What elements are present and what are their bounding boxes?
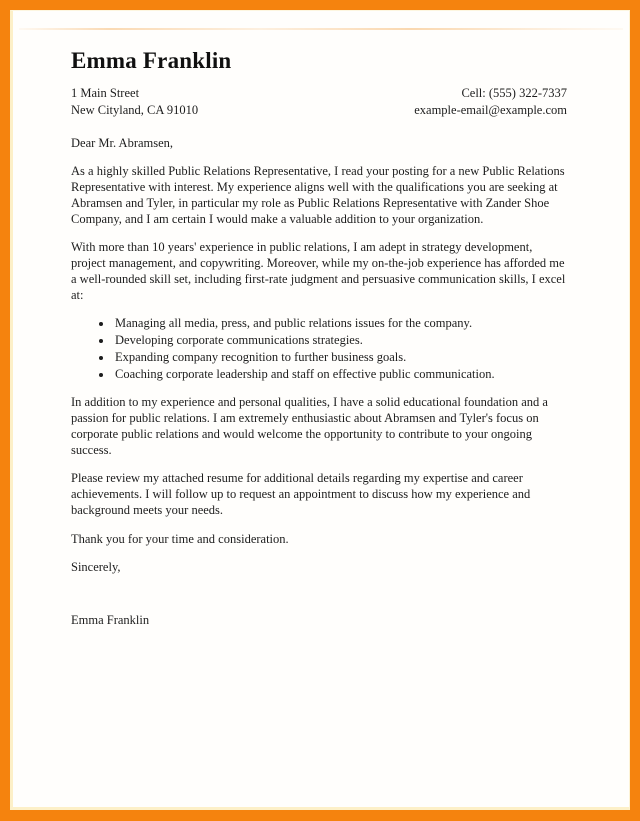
address-line-2: New Cityland, CA 91010 (71, 102, 199, 117)
phone-line: Cell: (555) 322-7337 (461, 85, 567, 100)
letter-header (71, 85, 567, 119)
bullet-item: • Managing all media, press, and public relations issues for the company. (113, 316, 567, 332)
bullet-item: • Expanding company recognition to further business goals. (113, 350, 567, 366)
paragraph-resume: Please review my attached resume for additional details regarding my expertise and career achievements. I will follow up to request an appointment to discuss how my experience and background meets your needs. (71, 471, 531, 517)
bullet-item: • Developing corporate communications strategies. (113, 333, 567, 349)
paragraph-education: In addition to my experience and personal qualities, I have a solid educational foundation and a passion for public relations. I am extremely enthusiastic about Abramsen and Tyler's focus on corporate public relations and would welcome the opportunity to contribute to your ongoing success. (71, 395, 548, 457)
sender-name-heading: Emma Franklin (71, 48, 232, 73)
salutation: Dear Mr. Abramsen, (71, 135, 174, 150)
skills-bullet-list (71, 316, 567, 382)
paragraph-thanks: Thank you for your time and consideration. (71, 531, 289, 546)
paragraph-intro: As a highly skilled Public Relations Representative, I read your posting for a new Public Relations Representative with interest. My experience aligns well with the qualifications you are seeking at Abramsen and Tyler, in particular my role as Public Relations Representative with Zander Shoe Company, and I am certain I would make a valuable addition to your organization. (71, 164, 565, 226)
letter-content (13, 11, 629, 629)
email-line: example-email@example.com (414, 102, 567, 117)
sender-address-block (71, 85, 198, 119)
scan-artifact-line (19, 28, 623, 30)
address-line-1: 1 Main Street (71, 85, 140, 100)
bullet-item: • Coaching corporate leadership and staff on effective public communication. (113, 367, 567, 383)
letter-paper (10, 10, 630, 810)
signoff: Sincerely, (71, 560, 121, 575)
paragraph-experience: With more than 10 years' experience in public relations, I am adept in strategy development, project management, and copywriting. Moreover, while my on-the-job experience has afforded me a well-rounded skill set, including first-rate judgment and persuasive communication skills, I excel at: (71, 240, 566, 302)
signature-name: Emma Franklin (71, 613, 150, 628)
sender-contact-block (414, 85, 567, 119)
